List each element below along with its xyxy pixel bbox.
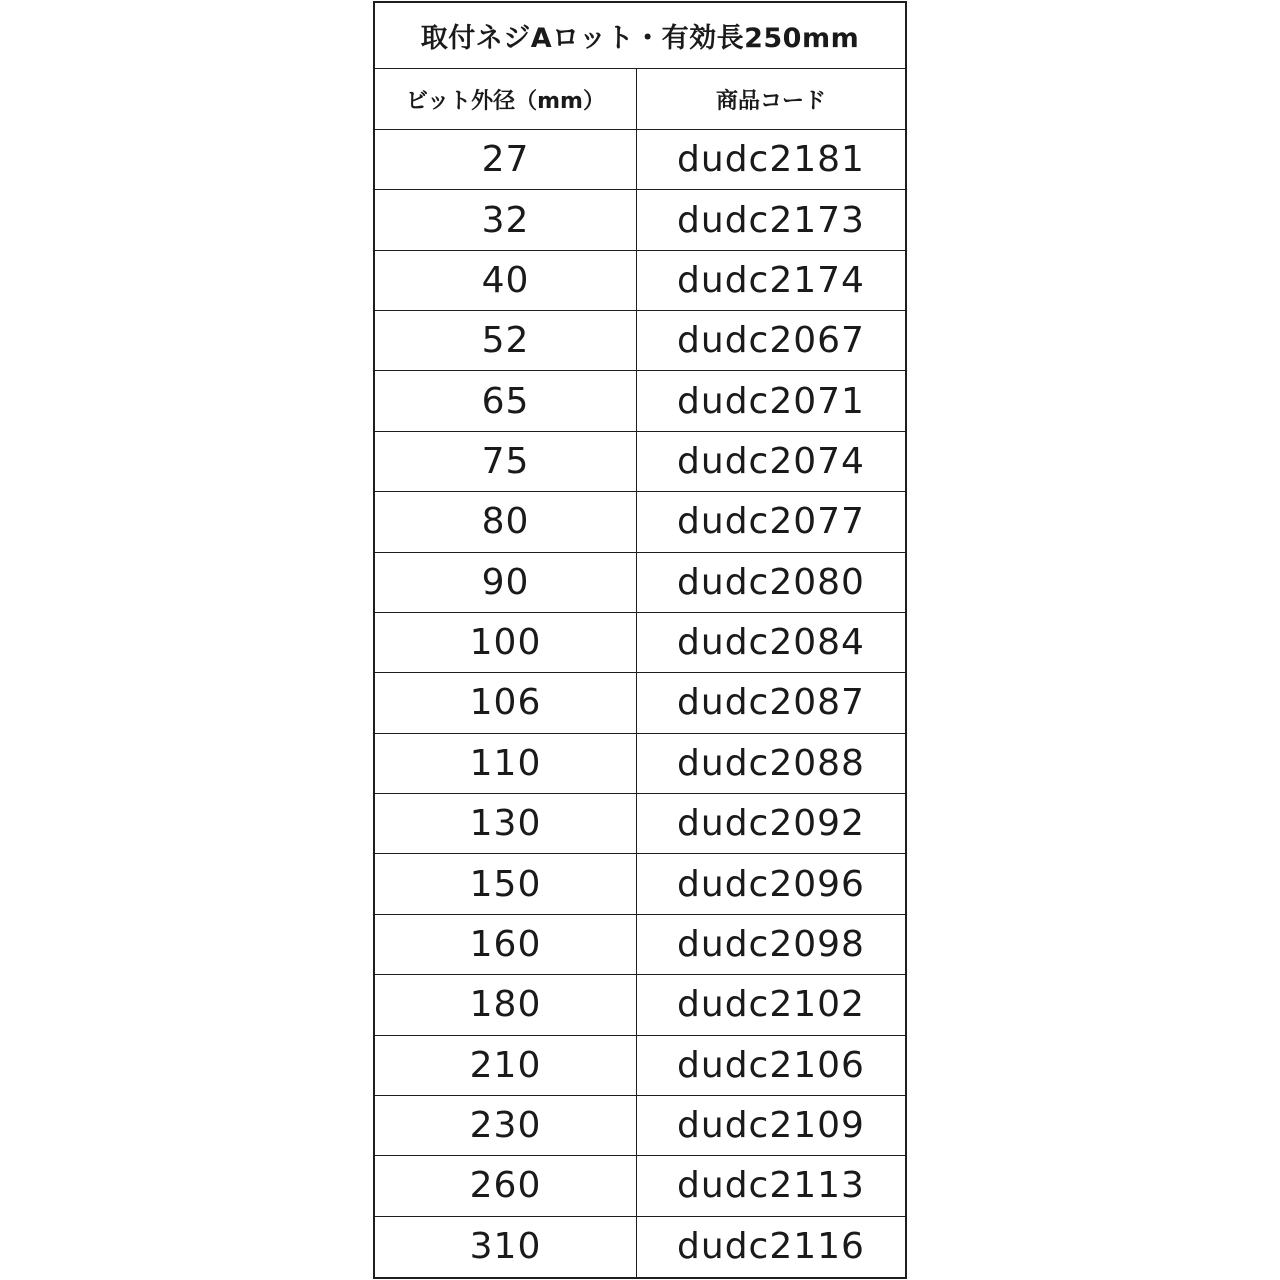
row-product-code: dudc2106	[637, 1036, 905, 1096]
row-product-code: dudc2074	[637, 432, 905, 492]
row-bit-diameter: 80	[375, 492, 637, 552]
row-bit-diameter: 32	[375, 190, 637, 250]
row-product-code: dudc2174	[637, 251, 905, 311]
row-bit-diameter: 65	[375, 371, 637, 431]
row-bit-diameter: 100	[375, 613, 637, 673]
row-product-code: dudc2116	[677, 1226, 865, 1268]
row-product-code: dudc2088	[637, 734, 905, 794]
row-product-code: dudc2102	[637, 975, 905, 1035]
row-bit-diameter: 52	[375, 311, 637, 371]
row-bit-diameter: 150	[375, 854, 637, 914]
row-product-code: dudc2173	[637, 190, 905, 250]
row-bit-diameter: 110	[375, 734, 637, 794]
row-bit-diameter: 310	[375, 1217, 637, 1277]
row-product-code: dudc2092	[637, 794, 905, 854]
row-bit-diameter: 260	[375, 1156, 637, 1216]
row-product-code: dudc2071	[637, 371, 905, 431]
row-product-code: dudc2096	[637, 854, 905, 914]
row-bit-diameter: 90	[375, 553, 637, 613]
row-bit-diameter: 75	[375, 432, 637, 492]
product-spec-table	[373, 1, 907, 1279]
row-product-code: dudc2077	[637, 492, 905, 552]
row-bit-diameter: 230	[375, 1096, 637, 1156]
header-bit-diameter: ビット外径（mm）	[375, 69, 637, 130]
row-bit-diameter: 180	[375, 975, 637, 1035]
row-product-code: dudc2109	[637, 1096, 905, 1156]
row-product-code: dudc2084	[637, 613, 905, 673]
row-bit-diameter: 106	[375, 673, 637, 733]
row-product-code: dudc2113	[637, 1156, 905, 1216]
row-product-code: dudc2067	[637, 311, 905, 371]
row-bit-diameter: 27	[375, 130, 637, 190]
header-product-code: 商品コード	[637, 69, 905, 130]
table-title: 取付ネジAロット・有効長250mm	[375, 3, 905, 69]
row-bit-diameter: 40	[375, 251, 637, 311]
row-bit-diameter: 210	[375, 1036, 637, 1096]
row-bit-diameter: 160	[375, 915, 637, 975]
row-product-code: dudc2080	[637, 553, 905, 613]
row-product-code: dudc2181	[637, 130, 905, 190]
row-bit-diameter: 130	[375, 794, 637, 854]
row-product-code: dudc2098	[637, 915, 905, 975]
row-product-code: dudc2087	[637, 673, 905, 733]
